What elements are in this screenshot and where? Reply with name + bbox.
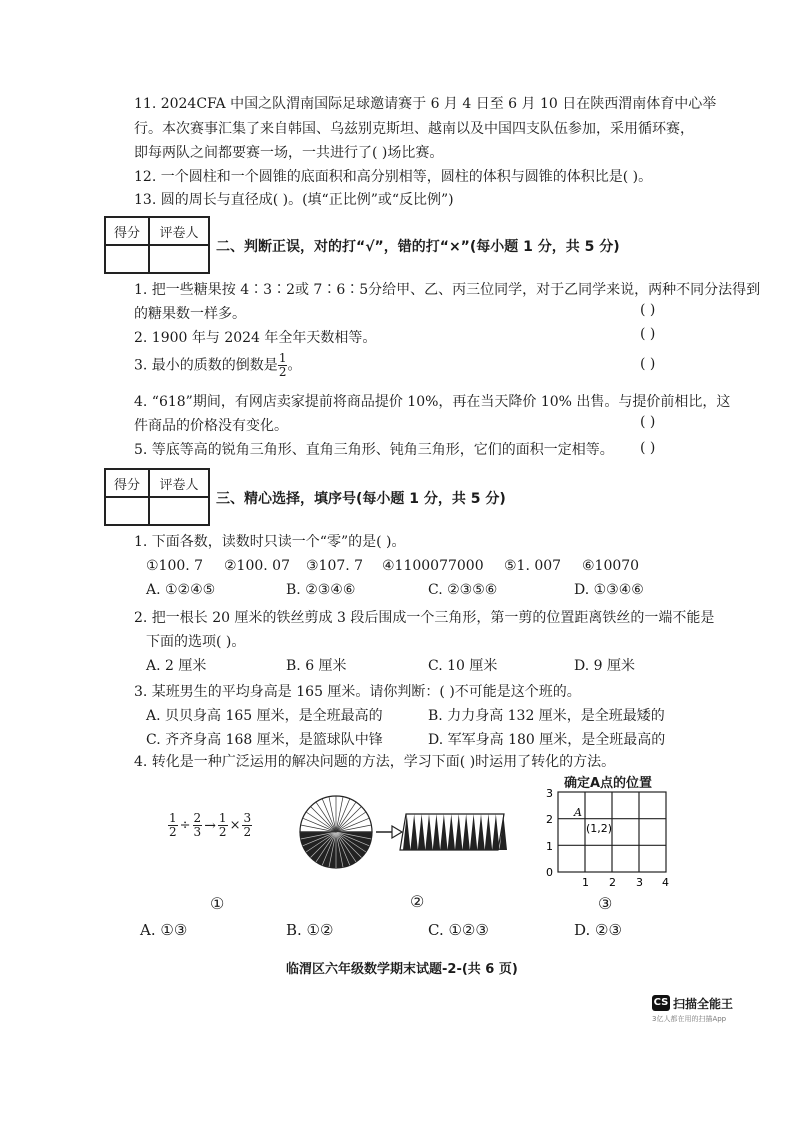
s2-q4-line2: 件商品的价格没有变化。 <box>134 418 288 434</box>
s2-q3: 3. 最小的质数的倒数是 $\frac{1}{2}$ 。 <box>134 351 302 379</box>
s3-q2-option-d[interactable]: D. 9 厘米 <box>574 658 635 674</box>
grader-label: 评卷人 <box>149 217 209 245</box>
s3-q3-option-a[interactable]: A. 贝贝身高 165 厘米，是全班最高的 <box>146 708 383 724</box>
x-tick: 4 <box>662 876 669 888</box>
arrow-icon: → <box>204 817 216 834</box>
x-tick: 0 <box>546 866 553 879</box>
s3-q1-option-a[interactable]: A. ①②④⑤ <box>146 582 216 598</box>
s2-q1-line1: 1. 把一些糖果按 4∶3∶2或 7∶6∶5分给甲、乙、丙三位同学，对于乙同学来说，两种不同分法得到 <box>134 282 761 298</box>
figure2-label: ② <box>410 892 425 911</box>
fraction: $\frac{1}{2}$ <box>169 811 177 839</box>
figure-circle-to-parallelogram <box>296 792 510 872</box>
s3-q4: 4. 转化是一种广泛运用的解决问题的方法，学习下面( )时运用了转化的方法。 <box>134 754 616 770</box>
s3-q1-item: ①100. 7 <box>146 558 204 574</box>
s2-q2-answer[interactable]: ( ) <box>640 326 656 342</box>
watermark-name: 扫描全能王 <box>673 997 734 1011</box>
s3-q2-option-a[interactable]: A. 2 厘米 <box>146 658 207 674</box>
x-tick: 1 <box>582 876 589 888</box>
figure1-label: ① <box>210 894 225 913</box>
s2-q5-answer[interactable]: ( ) <box>640 440 656 456</box>
multiply-sign: × <box>229 818 241 833</box>
q13: 13. 圆的周长与直径成( )。(填“正比例”或“反比例”) <box>134 192 454 208</box>
s3-q2-option-b[interactable]: B. 6 厘米 <box>286 658 347 674</box>
s3-q3: 3. 某班男生的平均身高是 165 厘米。请你判断：( )不可能是这个班的。 <box>134 684 581 700</box>
q11-line3: 即每两队之间都要赛一场，一共进行了( )场比赛。 <box>134 145 444 161</box>
x-tick: 3 <box>636 876 643 888</box>
s3-q4-option-c[interactable]: C. ①②③ <box>428 921 489 939</box>
figure-coordinate-grid <box>540 788 680 888</box>
s3-q3-option-c[interactable]: C. 齐齐身高 168 厘米，是篮球队中锋 <box>146 732 383 748</box>
divided-circle-icon <box>300 796 372 868</box>
parallelogram-icon <box>400 814 507 850</box>
grader-cell[interactable] <box>149 245 209 273</box>
fraction: $\frac{2}{3}$ <box>193 811 202 839</box>
figure-fraction-conversion <box>168 812 252 839</box>
y-tick: 2 <box>546 813 553 826</box>
arrow-icon <box>376 826 402 838</box>
s3-q1-item: ⑤1. 007 <box>504 558 562 574</box>
q12: 12. 一个圆柱和一个圆锥的底面积和高分别相等，圆柱的体积与圆锥的体积比是( )。 <box>134 169 653 185</box>
grader-label: 评卷人 <box>149 469 209 497</box>
y-tick: 3 <box>546 788 553 800</box>
camscanner-logo-icon: CS <box>652 995 670 1011</box>
s3-q1: 1. 下面各数，读数时只读一个“零”的是( )。 <box>134 534 406 550</box>
s2-q4-answer[interactable]: ( ) <box>640 414 656 430</box>
score-box <box>104 216 210 274</box>
s3-q4-option-a[interactable]: A. ①③ <box>140 921 188 939</box>
s3-q1-item: ③107. 7 <box>306 558 364 574</box>
s3-q4-option-b[interactable]: B. ①② <box>286 921 334 939</box>
page-footer: 临渭区六年级数学期末试题-2-(共 6 页) <box>286 962 518 977</box>
figure3-title: 确定A点的位置 <box>564 776 653 791</box>
point-a-coord: (1,2) <box>586 822 613 835</box>
grader-cell[interactable] <box>149 497 209 525</box>
score-box <box>104 468 210 526</box>
y-tick: 1 <box>546 840 553 853</box>
s3-q1-item: ②100. 07 <box>224 558 290 574</box>
section3-title: 三、精心选择，填序号(每小题 1 分，共 5 分) <box>216 491 506 507</box>
divide-sign: ÷ <box>179 818 191 833</box>
s2-q3-text: 3. 最小的质数的倒数是 <box>134 357 278 374</box>
s2-q1-line2: 的糖果数一样多。 <box>134 306 246 322</box>
s2-q1-answer[interactable]: ( ) <box>640 302 656 318</box>
score-cell[interactable] <box>105 497 149 525</box>
fraction-half: $\frac{1}{2}$ <box>278 351 287 379</box>
s2-q4-line1: 4. “618”期间，有网店卖家提前将商品提价 10%，再在当天降价 10% 出售。与提价前相比，这 <box>134 394 731 410</box>
s3-q2-option-c[interactable]: C. 10 厘米 <box>428 658 498 674</box>
watermark-subtitle: 3亿人都在用的扫描App <box>652 1015 727 1023</box>
s2-q5: 5. 等底等高的锐角三角形、直角三角形、钝角三角形，它们的面积一定相等。 <box>134 442 614 458</box>
point-a-label: A <box>574 806 582 819</box>
section2-title: 二、判断正误，对的打“√”，错的打“×”(每小题 1 分，共 5 分) <box>216 239 620 255</box>
s3-q1-option-b[interactable]: B. ②③④⑥ <box>286 582 356 598</box>
s3-q1-item: ④1100077000 <box>382 558 484 574</box>
score-cell[interactable] <box>105 245 149 273</box>
s3-q4-option-d[interactable]: D. ②③ <box>574 921 622 939</box>
x-tick: 2 <box>609 876 616 888</box>
s3-q3-option-d[interactable]: D. 军军身高 180 厘米，是全班最高的 <box>428 732 666 748</box>
s3-q3-option-b[interactable]: B. 力力身高 132 厘米，是全班最矮的 <box>428 708 665 724</box>
score-label: 得分 <box>105 217 149 245</box>
fraction: $\frac{1}{2}$ <box>218 811 227 839</box>
s3-q1-item: ⑥10070 <box>582 558 640 574</box>
q11-line2: 行。本次赛事汇集了来自韩国、乌兹别克斯坦、越南以及中国四支队伍参加，采用循环赛， <box>134 121 694 137</box>
s3-q1-option-c[interactable]: C. ②③⑤⑥ <box>428 582 498 598</box>
s2-q3-answer[interactable]: ( ) <box>640 356 656 372</box>
q11-line1: 11. 2024CFA 中国之队渭南国际足球邀请赛于 6 月 4 日至 6 月 10 日在陕西渭南体育中心举 <box>134 96 717 112</box>
score-label: 得分 <box>105 469 149 497</box>
s3-q2-line1: 2. 把一根长 20 厘米的铁丝剪成 3 段后围成一个三角形，第一剪的位置距离铁丝的一端不能是 <box>134 610 715 626</box>
figure3-label: ③ <box>598 894 613 913</box>
s3-q1-option-d[interactable]: D. ①③④⑥ <box>574 582 644 598</box>
fraction: $\frac{3}{2}$ <box>243 811 252 839</box>
s3-q2-line2: 下面的选项( )。 <box>146 634 246 650</box>
s2-q2: 2. 1900 年与 2024 年全年天数相等。 <box>134 330 377 346</box>
